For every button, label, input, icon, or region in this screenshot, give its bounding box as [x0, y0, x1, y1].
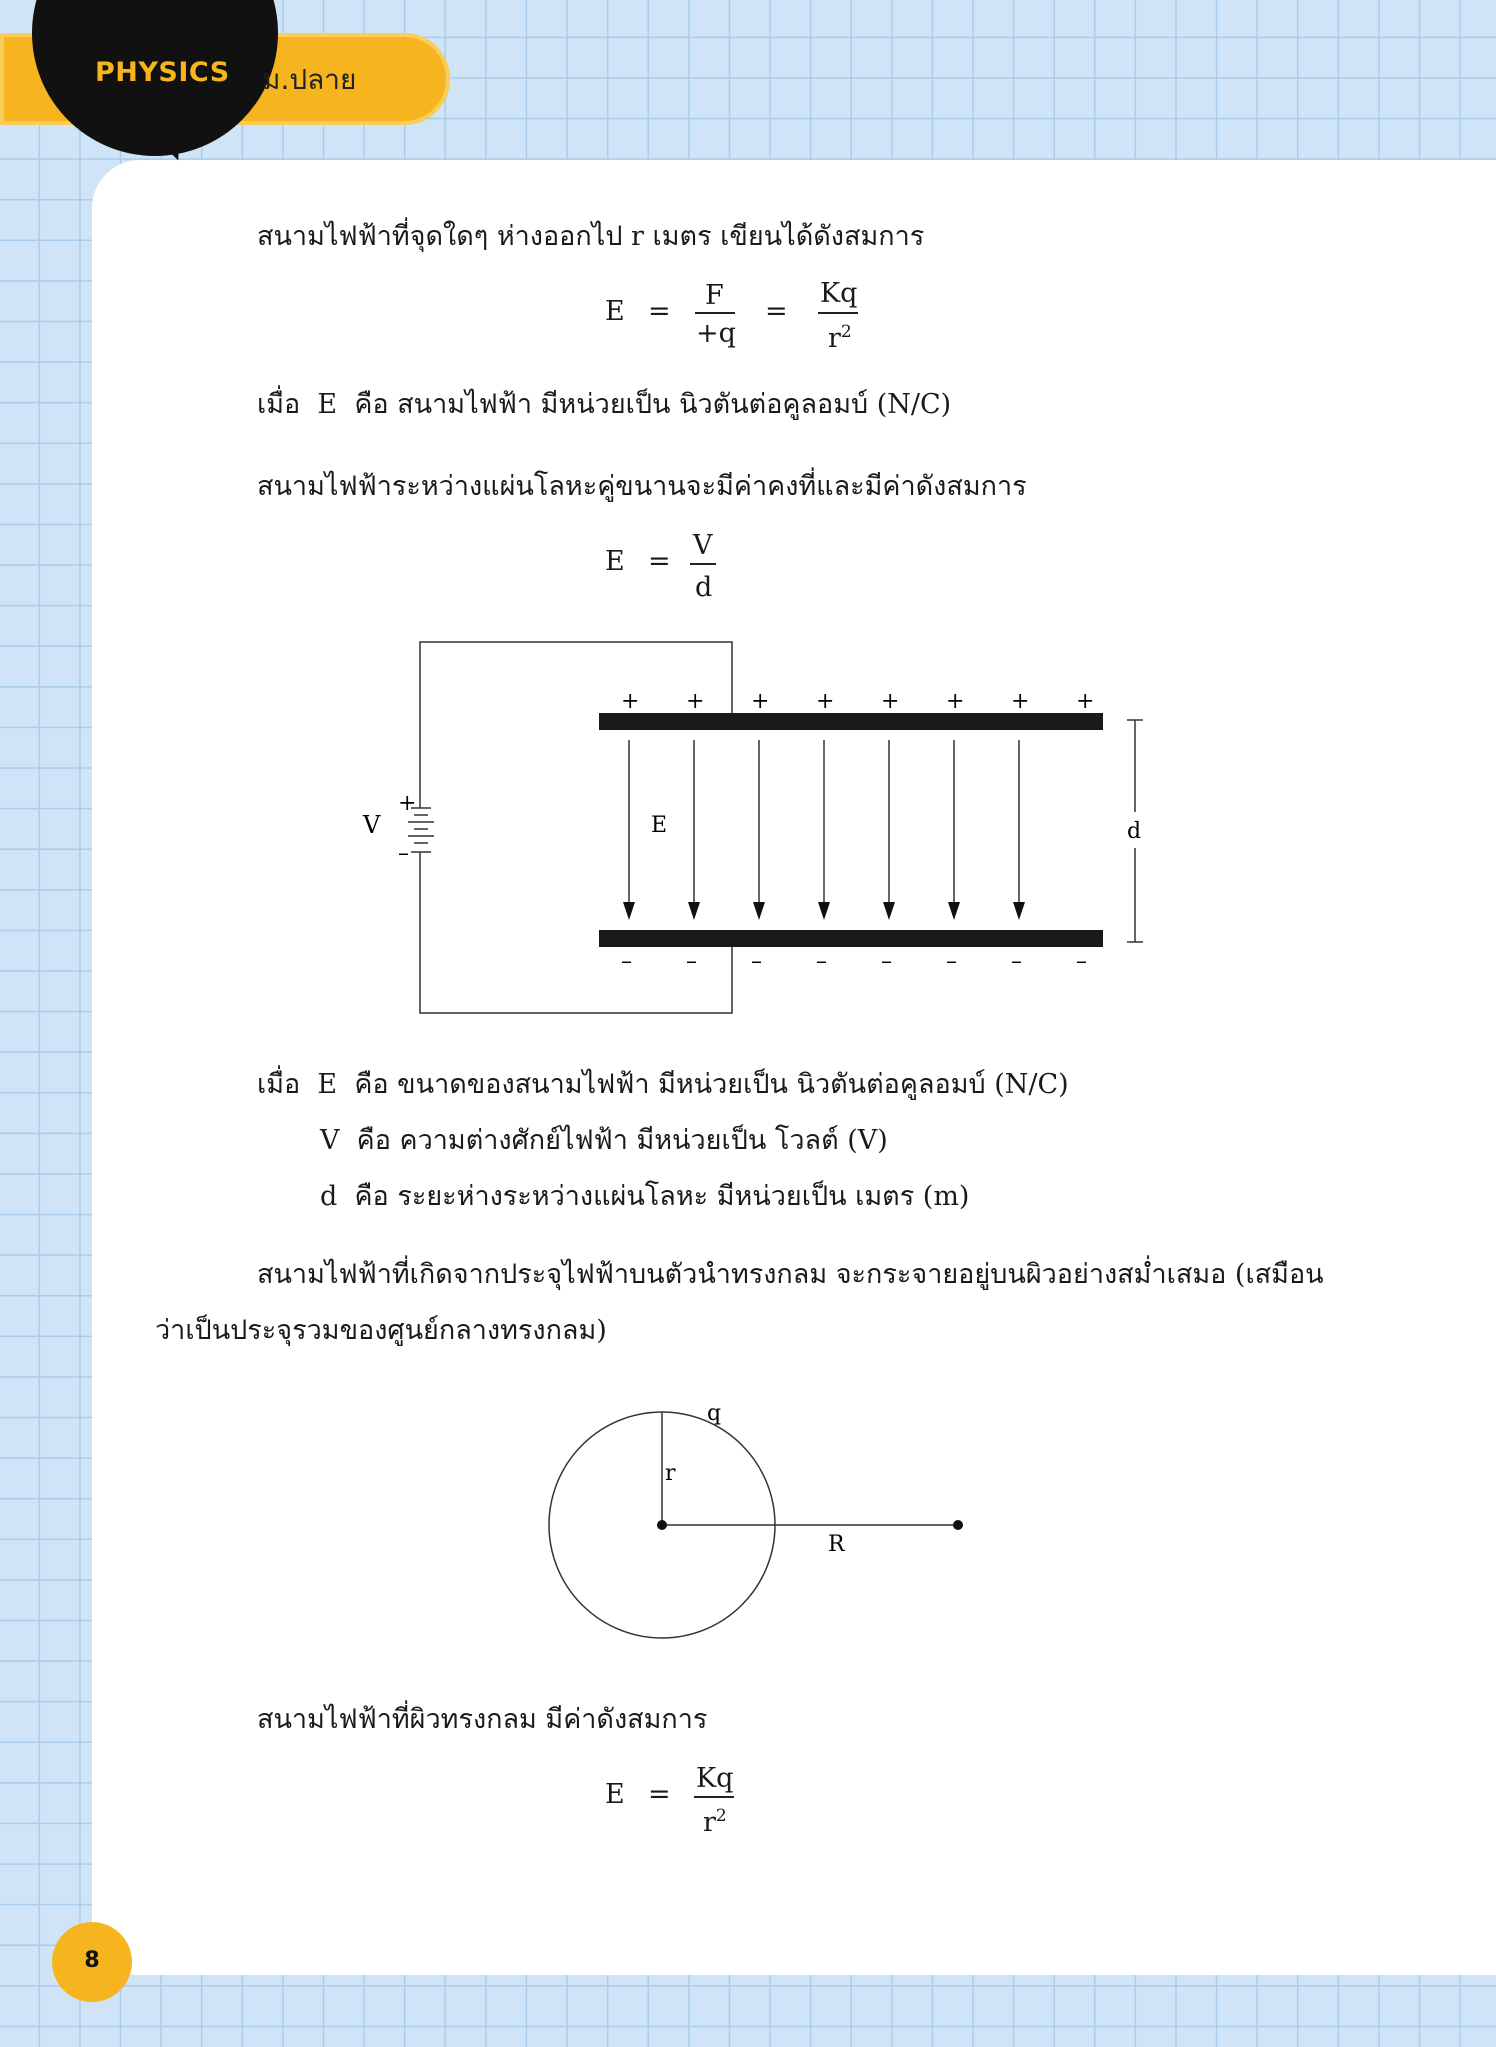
field-point-dot: [953, 1520, 963, 1530]
minus-sign: –: [751, 949, 762, 974]
field-arrow: [753, 740, 765, 920]
definition-d: d คือ ระยะห่างระหว่างแผ่นโลหะ มีหน่วยเป็น เมตร (m): [320, 1181, 970, 1212]
eq2-numerator: V: [693, 530, 713, 561]
section3-line1: สนามไฟฟ้าที่เกิดจากประจุไฟฟ้าบนตัวนำทรงกลม จะกระจายอยู่บนผิวอย่างสม่ำเสมอ (เสมือน: [257, 1259, 1324, 1290]
battery-plus-sign: +: [398, 791, 417, 816]
section1-intro: สนามไฟฟ้าที่จุดใดๆ ห่างออกไป r เมตร เขียนได้ดังสมการ: [257, 221, 925, 252]
battery-minus-sign: –: [398, 841, 409, 866]
plus-sign: +: [1076, 689, 1095, 714]
eq3-denominator: $r^2$: [703, 1806, 727, 1838]
eq3-equals: =: [648, 1779, 671, 1810]
eq3-numerator: Kq: [696, 1763, 734, 1794]
eq1-lhs: E: [605, 296, 625, 327]
field-arrow: [1013, 740, 1025, 920]
field-label: E: [651, 813, 668, 838]
definition-E: เมื่อ E คือ ขนาดของสนามไฟฟ้า มีหน่วยเป็น นิวตันต่อคูลอมบ์ (N/C): [257, 1069, 1069, 1100]
eq3-frac-bar: [694, 1796, 734, 1798]
charge-label: q: [707, 1401, 722, 1426]
eq2-denominator: d: [695, 572, 713, 603]
minus-sign: –: [881, 949, 892, 974]
minus-sign: –: [816, 949, 827, 974]
sphere-center-dot: [657, 1520, 667, 1530]
eq3-lhs: E: [605, 1779, 625, 1810]
level-label: ม.ปลาย: [262, 63, 357, 96]
section4-intro: สนามไฟฟ้าที่ผิวทรงกลม มีค่าดังสมการ: [257, 1704, 708, 1735]
positive-charges: [621, 689, 1094, 714]
plus-sign: +: [751, 689, 770, 714]
plus-sign: +: [816, 689, 835, 714]
minus-sign: –: [1076, 949, 1087, 974]
positive-plate: [599, 713, 1103, 730]
eq1-equals-2: =: [765, 296, 788, 327]
field-arrow: [688, 740, 700, 920]
eq1-frac2-denominator: $r^2$: [828, 322, 852, 354]
eq1-frac1-numerator: F: [705, 280, 724, 311]
field-arrow: [818, 740, 830, 920]
field-arrow: [623, 740, 635, 920]
distance-R-label: R: [828, 1532, 845, 1557]
eq1-frac1-denominator: +q: [696, 318, 736, 349]
field-arrow: [948, 740, 960, 920]
section2-intro: สนามไฟฟ้าระหว่างแผ่นโลหะคู่ขนานจะมีค่าคงที่และมีค่าดังสมการ: [257, 471, 1027, 502]
plus-sign: +: [881, 689, 900, 714]
field-lines: [623, 740, 1025, 920]
minus-sign: –: [1011, 949, 1022, 974]
eq1-frac2-numerator: Kq: [820, 278, 858, 309]
radius-label: r: [665, 1461, 676, 1486]
eq2-lhs: E: [605, 546, 625, 577]
negative-plate: [599, 930, 1103, 947]
plus-sign: +: [621, 689, 640, 714]
distance-label: d: [1127, 819, 1142, 844]
minus-sign: –: [621, 949, 632, 974]
eq1-equals-1: =: [648, 296, 671, 327]
plus-sign: +: [1011, 689, 1030, 714]
plus-sign: +: [686, 689, 705, 714]
section3-line2: ว่าเป็นประจุรวมของศูนย์กลางทรงกลม): [155, 1315, 607, 1346]
eq2-equals: =: [648, 546, 671, 577]
minus-sign: –: [946, 949, 957, 974]
minus-sign: –: [686, 949, 697, 974]
field-arrow: [883, 740, 895, 920]
page-number: 8: [84, 1948, 100, 1973]
negative-charges: [621, 949, 1087, 974]
plus-sign: +: [946, 689, 965, 714]
battery-voltage-label: V: [363, 811, 381, 839]
section1-definition: เมื่อ E คือ สนามไฟฟ้า มีหน่วยเป็น นิวตันต่อคูลอมบ์ (N/C): [257, 389, 952, 420]
definition-V: V คือ ความต่างศักย์ไฟฟ้า มีหน่วยเป็น โวลต์ (V): [320, 1125, 888, 1156]
subject-label: PHYSICS: [95, 57, 230, 88]
